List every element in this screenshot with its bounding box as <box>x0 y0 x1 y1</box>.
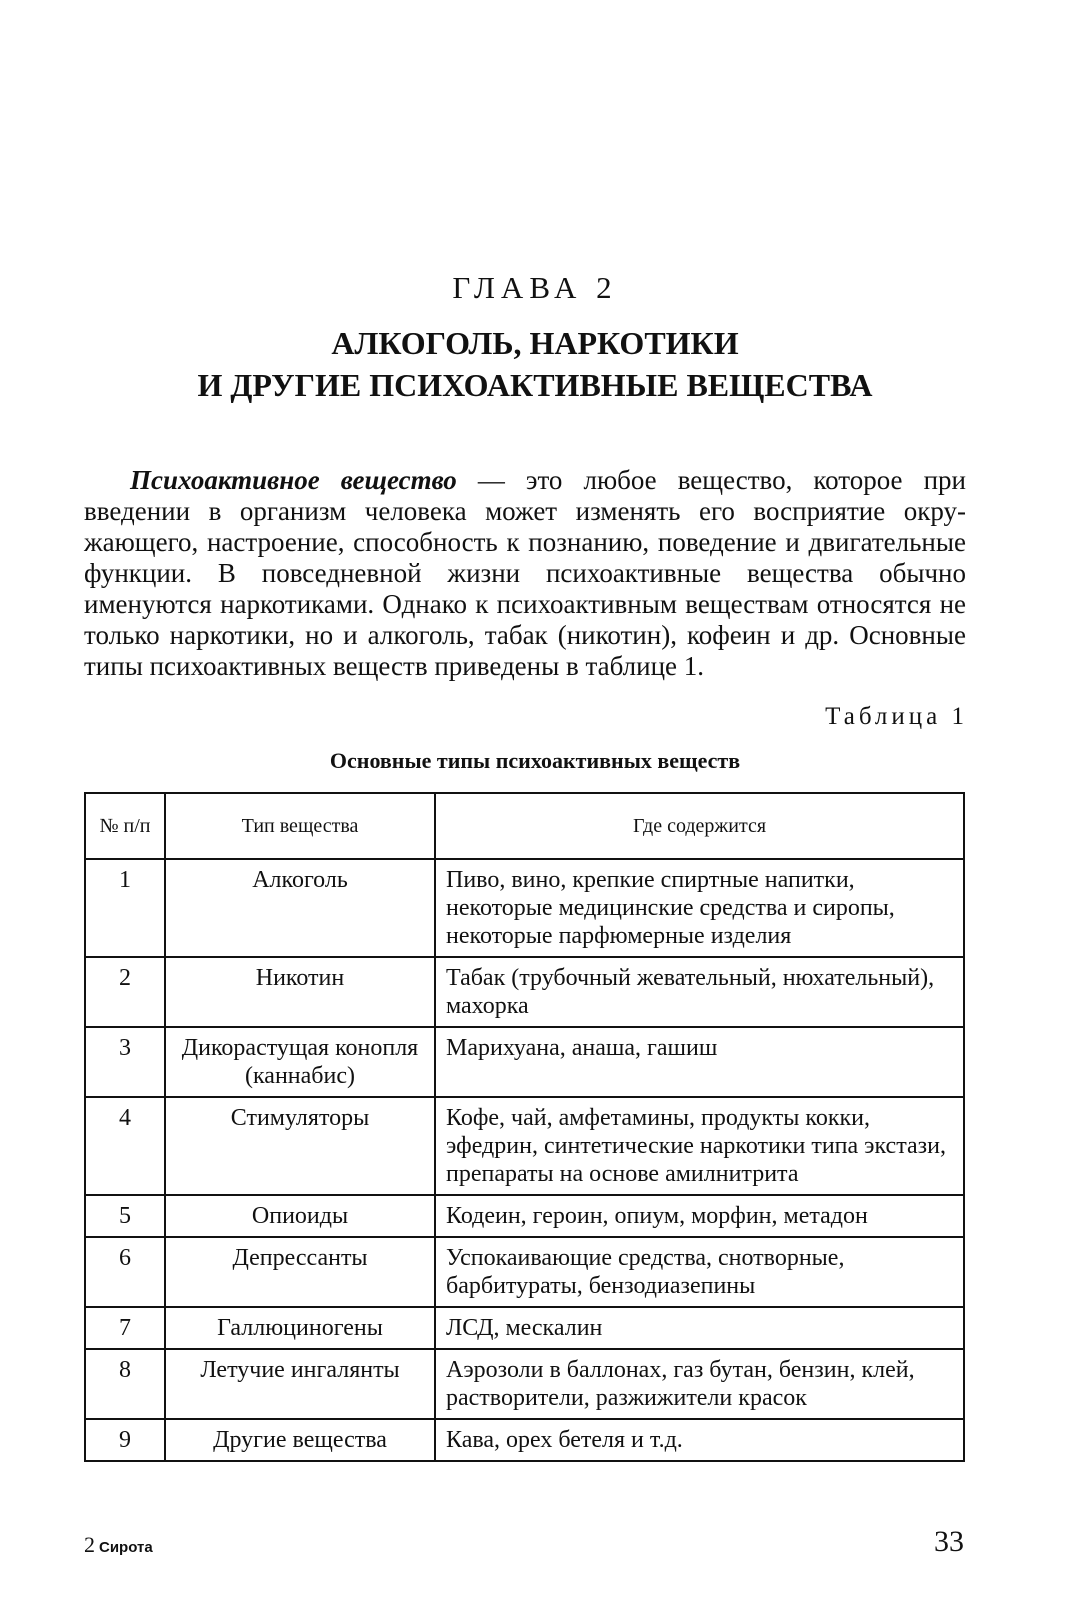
intro-text: — это любое вещество, которое при введении в организм человека может изменять его восприятие окружающего, настроение, способность к познанию, поведение и двигательные функции. В повседневной жизни психоактивные вещества обычно именуются наркотиками. Однако к психоактивным веществам относятся не только наркотики, но и алкоголь, табак (никотин), кофеин и др. Основные типы психоактивных веществ приведены в таблице 1. <box>84 465 966 681</box>
table-label: Таблица 1 <box>825 703 968 730</box>
row-type: Дикорастущая конопля (каннабис) <box>165 1027 435 1097</box>
row-num: 5 <box>85 1195 165 1237</box>
row-where: Марихуана, анаша, гашиш <box>435 1027 964 1097</box>
row-type: Галлюциногены <box>165 1307 435 1349</box>
intro-paragraph <box>84 465 966 682</box>
table-row <box>85 1307 964 1349</box>
chapter-label: ГЛАВА 2 <box>452 270 618 305</box>
row-where: Успокаивающие средства, снотворные, барбитураты, бензодиазепины <box>435 1237 964 1307</box>
row-where: Пиво, вино, крепкие спиртные напитки, некоторые медицинские средства и сиропы, некоторые парфюмерные изделия <box>435 859 964 957</box>
row-where: Аэрозоли в баллонах, газ бутан, бензин, клей, растворители, разжижители красок <box>435 1349 964 1419</box>
row-type: Депрессанты <box>165 1237 435 1307</box>
chapter-title-line2: И ДРУГИЕ ПСИХОАКТИВНЫЕ ВЕЩЕСТВА <box>197 367 873 403</box>
row-type: Стимуляторы <box>165 1097 435 1195</box>
substances-table <box>84 792 965 1462</box>
row-num: 8 <box>85 1349 165 1419</box>
table-caption: Основные типы психоактивных веществ <box>329 748 741 773</box>
table-row <box>85 1349 964 1419</box>
chapter-title <box>0 322 1070 406</box>
table-row <box>85 859 964 957</box>
table-header-row <box>85 793 964 859</box>
row-where: Табак (трубочный жевательный, нюхательный), махорка <box>435 957 964 1027</box>
row-num: 3 <box>85 1027 165 1097</box>
row-num: 2 <box>85 957 165 1027</box>
intro-term: Психоактивное вещество <box>130 465 457 495</box>
signature-number: 2 <box>84 1532 95 1557</box>
row-num: 7 <box>85 1307 165 1349</box>
row-num: 6 <box>85 1237 165 1307</box>
row-type: Другие вещества <box>165 1419 435 1461</box>
table-row <box>85 1027 964 1097</box>
row-where: Кофе, чай, амфетамины, продукты кокки, эфедрин, синтетические наркотики типа экстази, препараты на основе амилнитрита <box>435 1097 964 1195</box>
signature-name: Сирота <box>99 1539 153 1556</box>
printer-signature <box>84 1532 153 1558</box>
row-num: 1 <box>85 859 165 957</box>
header-where: Где содержится <box>435 793 964 859</box>
row-num: 4 <box>85 1097 165 1195</box>
chapter-title-line1: АЛКОГОЛЬ, НАРКОТИКИ <box>331 325 739 361</box>
row-type: Никотин <box>165 957 435 1027</box>
table-row <box>85 1195 964 1237</box>
row-where: Кава, орех бетеля и т.д. <box>435 1419 964 1461</box>
table-row <box>85 1419 964 1461</box>
row-type: Летучие ингалянты <box>165 1349 435 1419</box>
table-row <box>85 957 964 1027</box>
row-num: 9 <box>85 1419 165 1461</box>
page-number: 33 <box>934 1525 964 1558</box>
table-row <box>85 1097 964 1195</box>
row-type: Опиоиды <box>165 1195 435 1237</box>
row-where: Кодеин, героин, опиум, морфин, метадон <box>435 1195 964 1237</box>
header-type: Тип вещества <box>165 793 435 859</box>
header-num: № п/п <box>85 793 165 859</box>
table-row <box>85 1237 964 1307</box>
row-type: Алкоголь <box>165 859 435 957</box>
row-where: ЛСД, мескалин <box>435 1307 964 1349</box>
